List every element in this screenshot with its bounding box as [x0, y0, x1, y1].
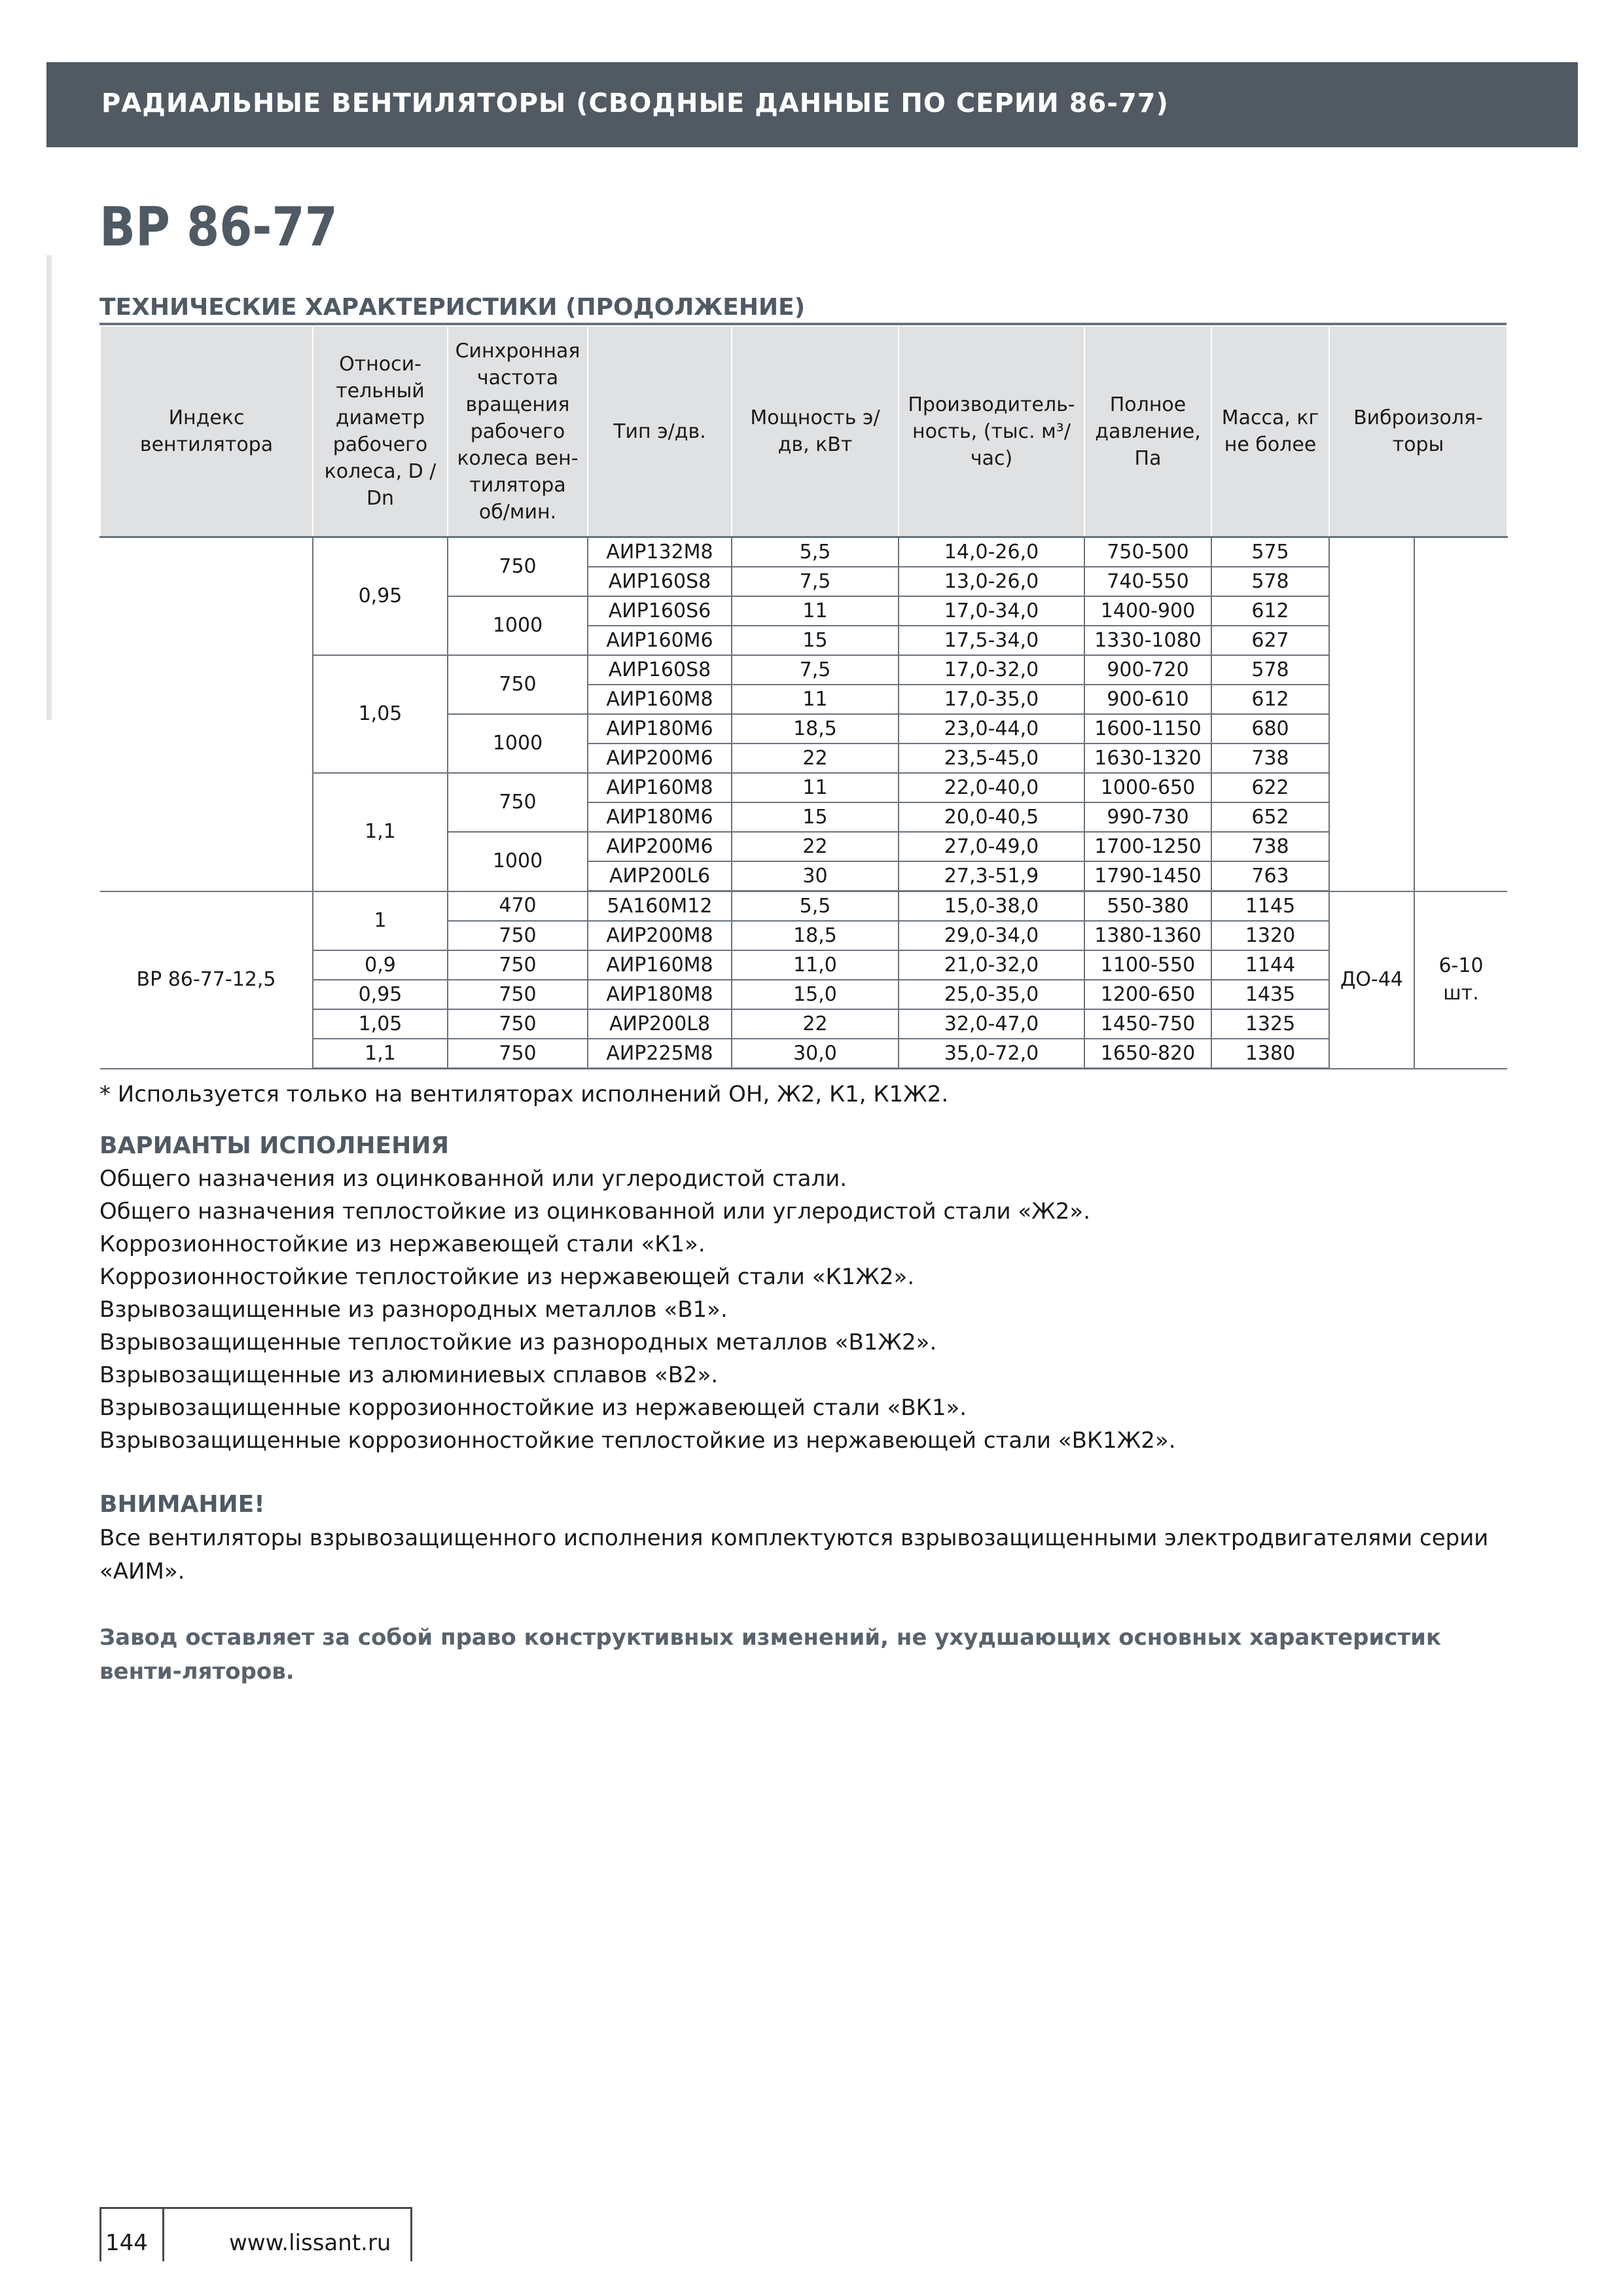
motor-type-cell: АИР225М8: [588, 1039, 732, 1069]
column-header: Относи-тельный диаметр рабочего колеса, D / Dn: [313, 326, 448, 537]
list-item: Коррозионностойкие из нержавеющей стали «К1».: [99, 1231, 705, 1257]
column-header: Производитель-ность, (тыс. м³/час): [899, 326, 1084, 537]
flow-cell: 14,0-26,0: [899, 537, 1084, 567]
power-cell: 22: [732, 1009, 899, 1039]
flow-cell: 20,0-40,5: [899, 802, 1084, 832]
motor-type-cell: АИР200М8: [588, 921, 732, 950]
list-item: Общего назначения теплостойкие из оцинкованной или углеродистой стали «Ж2».: [99, 1198, 1091, 1225]
motor-type-cell: АИР160М6: [588, 626, 732, 655]
pressure-cell: 1330-1080: [1084, 626, 1211, 655]
speed-cell: 750: [448, 537, 588, 597]
table-row: [100, 891, 1507, 922]
flow-cell: 29,0-34,0: [899, 921, 1084, 950]
attention-title: ВНИМАНИЕ!: [99, 1491, 265, 1518]
page-number: 144: [105, 2230, 148, 2256]
disclaimer: Завод оставляет за собой право конструктивных изменений, не ухудшающих основных характеристик венти-ляторов.: [99, 1624, 1442, 1685]
mass-cell: 1435: [1211, 980, 1329, 1009]
mass-cell: 627: [1211, 626, 1329, 655]
flow-cell: 21,0-32,0: [899, 950, 1084, 980]
column-header: Полное давление, Па: [1084, 326, 1211, 537]
vibro-type-cell: ДО-44: [1329, 891, 1414, 1069]
speed-cell: 750: [448, 773, 588, 832]
list-item: Взрывозащищенные коррозионностойкие из нержавеющей стали «ВК1».: [99, 1395, 967, 1421]
series-title: ВР 86-77: [99, 196, 338, 259]
pressure-cell: 550-380: [1084, 891, 1211, 922]
pressure-cell: 1630-1320: [1084, 744, 1211, 773]
flow-cell: 25,0-35,0: [899, 980, 1084, 1009]
flow-cell: 13,0-26,0: [899, 567, 1084, 596]
list-item: Общего назначения из оцинкованной или углеродистой стали.: [99, 1166, 847, 1192]
power-cell: 5,5: [732, 891, 899, 922]
pressure-cell: 1380-1360: [1084, 921, 1211, 950]
power-cell: 7,5: [732, 567, 899, 596]
list-item: Взрывозащищенные теплостойкие из разнородных металлов «В1Ж2».: [99, 1329, 937, 1355]
power-cell: 30: [732, 861, 899, 891]
specs-table: [99, 325, 1508, 1069]
pressure-cell: 1100-550: [1084, 950, 1211, 980]
section-title: ТЕХНИЧЕСКИЕ ХАРАКТЕРИСТИКИ (ПРОДОЛЖЕНИЕ): [99, 294, 806, 321]
diameter-cell: 0,9: [313, 950, 448, 980]
power-cell: 18,5: [732, 714, 899, 744]
diameter-cell: 0,95: [313, 980, 448, 1009]
flow-cell: 27,3-51,9: [899, 861, 1084, 891]
mass-cell: 652: [1211, 802, 1329, 832]
pressure-cell: 1600-1150: [1084, 714, 1211, 744]
speed-cell: 750: [448, 1009, 588, 1039]
mass-cell: 763: [1211, 861, 1329, 891]
variants-list: [99, 1162, 1176, 1457]
flow-cell: 35,0-72,0: [899, 1039, 1084, 1069]
power-cell: 30,0: [732, 1039, 899, 1069]
motor-type-cell: АИР200М6: [588, 744, 732, 773]
power-cell: 15: [732, 802, 899, 832]
mass-cell: 1380: [1211, 1039, 1329, 1069]
motor-type-cell: АИР200М6: [588, 832, 732, 861]
mass-cell: 1325: [1211, 1009, 1329, 1039]
mass-cell: 622: [1211, 773, 1329, 802]
pressure-cell: 1790-1450: [1084, 861, 1211, 891]
flow-cell: 22,0-40,0: [899, 773, 1084, 802]
motor-type-cell: АИР132М8: [588, 537, 732, 567]
column-header: Масса, кг не более: [1211, 326, 1329, 537]
power-cell: 18,5: [732, 921, 899, 950]
speed-cell: 750: [448, 921, 588, 950]
diameter-cell: 1: [313, 891, 448, 951]
power-cell: 15: [732, 626, 899, 655]
flow-cell: 23,0-44,0: [899, 714, 1084, 744]
site-link[interactable]: www.lissant.ru: [229, 2230, 391, 2256]
speed-cell: 750: [448, 980, 588, 1009]
mass-cell: 1144: [1211, 950, 1329, 980]
speed-cell: 750: [448, 1039, 588, 1069]
mass-cell: 1320: [1211, 921, 1329, 950]
header-bar: [46, 62, 1578, 147]
flow-cell: 23,5-45,0: [899, 744, 1084, 773]
diameter-cell: 1,1: [313, 1039, 448, 1069]
motor-type-cell: АИР160S8: [588, 567, 732, 596]
flow-cell: 17,0-34,0: [899, 596, 1084, 626]
mass-cell: 738: [1211, 832, 1329, 861]
mass-cell: 612: [1211, 685, 1329, 714]
motor-type-cell: АИР180М8: [588, 980, 732, 1009]
power-cell: 11: [732, 773, 899, 802]
footnote: * Используется только на вентиляторах исполнений ОН, Ж2, К1, К1Ж2.: [99, 1081, 949, 1107]
list-item: Коррозионностойкие теплостойкие из нержавеющей стали «К1Ж2».: [99, 1264, 915, 1290]
fan-index-cell: ВР 86-77-12,5: [100, 891, 313, 1069]
column-header: Индекс вентилятора: [100, 326, 313, 537]
speed-cell: 1000: [448, 714, 588, 773]
power-cell: 5,5: [732, 537, 899, 567]
diameter-cell: 0,95: [313, 537, 448, 656]
side-strip: [46, 255, 52, 720]
pressure-cell: 1700-1250: [1084, 832, 1211, 861]
column-header: Тип э/дв.: [588, 326, 732, 537]
header-title: РАДИАЛЬНЫЕ ВЕНТИЛЯТОРЫ (СВОДНЫЕ ДАННЫЕ ПО СЕРИИ 86-77): [101, 88, 1169, 118]
vibro-qty-cell: [1414, 891, 1507, 1069]
motor-type-cell: АИР160S8: [588, 655, 732, 685]
pressure-cell: 750-500: [1084, 537, 1211, 567]
diameter-cell: 1,05: [313, 1009, 448, 1039]
speed-cell: 750: [448, 655, 588, 714]
power-cell: 7,5: [732, 655, 899, 685]
mass-cell: 578: [1211, 655, 1329, 685]
list-item: Взрывозащищенные коррозионностойкие теплостойкие из нержавеющей стали «ВК1Ж2».: [99, 1427, 1176, 1454]
flow-cell: 15,0-38,0: [899, 891, 1084, 922]
pressure-cell: 740-550: [1084, 567, 1211, 596]
pressure-cell: 1000-650: [1084, 773, 1211, 802]
list-item: Взрывозащищенные из алюминиевых сплавов «В2».: [99, 1362, 719, 1388]
vibro-qty-cell: [1414, 537, 1507, 891]
page-footer: [99, 2207, 412, 2261]
flow-cell: 17,5-34,0: [899, 626, 1084, 655]
column-header: Синхронная частота вращения рабочего колеса вен-тилятора об/мин.: [448, 326, 588, 537]
mass-cell: 575: [1211, 537, 1329, 567]
motor-type-cell: АИР160М8: [588, 685, 732, 714]
power-cell: 11: [732, 685, 899, 714]
power-cell: 11: [732, 596, 899, 626]
pressure-cell: 900-720: [1084, 655, 1211, 685]
motor-type-cell: АИР200L8: [588, 1009, 732, 1039]
pressure-cell: 900-610: [1084, 685, 1211, 714]
motor-type-cell: АИР180М6: [588, 714, 732, 744]
mass-cell: 1145: [1211, 891, 1329, 922]
mass-cell: 612: [1211, 596, 1329, 626]
pressure-cell: 1450-750: [1084, 1009, 1211, 1039]
vibro-type-cell: [1329, 537, 1414, 891]
column-header: Виброизоля-торы: [1329, 326, 1507, 537]
motor-type-cell: 5А160М12: [588, 891, 732, 922]
power-cell: 22: [732, 744, 899, 773]
footer-divider: [162, 2209, 164, 2261]
fan-index-cell: [100, 537, 313, 891]
table-row: [100, 537, 1507, 567]
table-header-row: [100, 326, 1507, 537]
flow-cell: 17,0-35,0: [899, 685, 1084, 714]
diameter-cell: 1,1: [313, 773, 448, 891]
mass-cell: 680: [1211, 714, 1329, 744]
motor-type-cell: АИР180М6: [588, 802, 732, 832]
list-item: Взрывозащищенные из разнородных металлов «В1».: [99, 1297, 728, 1323]
speed-cell: 750: [448, 950, 588, 980]
speed-cell: 1000: [448, 832, 588, 891]
flow-cell: 27,0-49,0: [899, 832, 1084, 861]
pressure-cell: 990-730: [1084, 802, 1211, 832]
motor-type-cell: АИР160S6: [588, 596, 732, 626]
diameter-cell: 1,05: [313, 655, 448, 773]
power-cell: 22: [732, 832, 899, 861]
speed-cell: 1000: [448, 596, 588, 655]
mass-cell: 578: [1211, 567, 1329, 596]
power-cell: 11,0: [732, 950, 899, 980]
column-header: Мощность э/дв, кВт: [732, 326, 899, 537]
pressure-cell: 1200-650: [1084, 980, 1211, 1009]
attention-text: Все вентиляторы взрывозащищенного исполнения комплектуются взрывозащищенными электродвигателями серии «АИМ».: [99, 1525, 1489, 1585]
mass-cell: 738: [1211, 744, 1329, 773]
pressure-cell: 1400-900: [1084, 596, 1211, 626]
pressure-cell: 1650-820: [1084, 1039, 1211, 1069]
flow-cell: 17,0-32,0: [899, 655, 1084, 685]
vibro-qty-text: 6-10 шт.: [1438, 954, 1484, 1005]
motor-type-cell: АИР200L6: [588, 861, 732, 891]
variants-title: ВАРИАНТЫ ИСПОЛНЕНИЯ: [99, 1132, 450, 1159]
power-cell: 15,0: [732, 980, 899, 1009]
flow-cell: 32,0-47,0: [899, 1009, 1084, 1039]
motor-type-cell: АИР160М8: [588, 773, 732, 802]
speed-cell: 470: [448, 891, 588, 922]
motor-type-cell: АИР160М8: [588, 950, 732, 980]
